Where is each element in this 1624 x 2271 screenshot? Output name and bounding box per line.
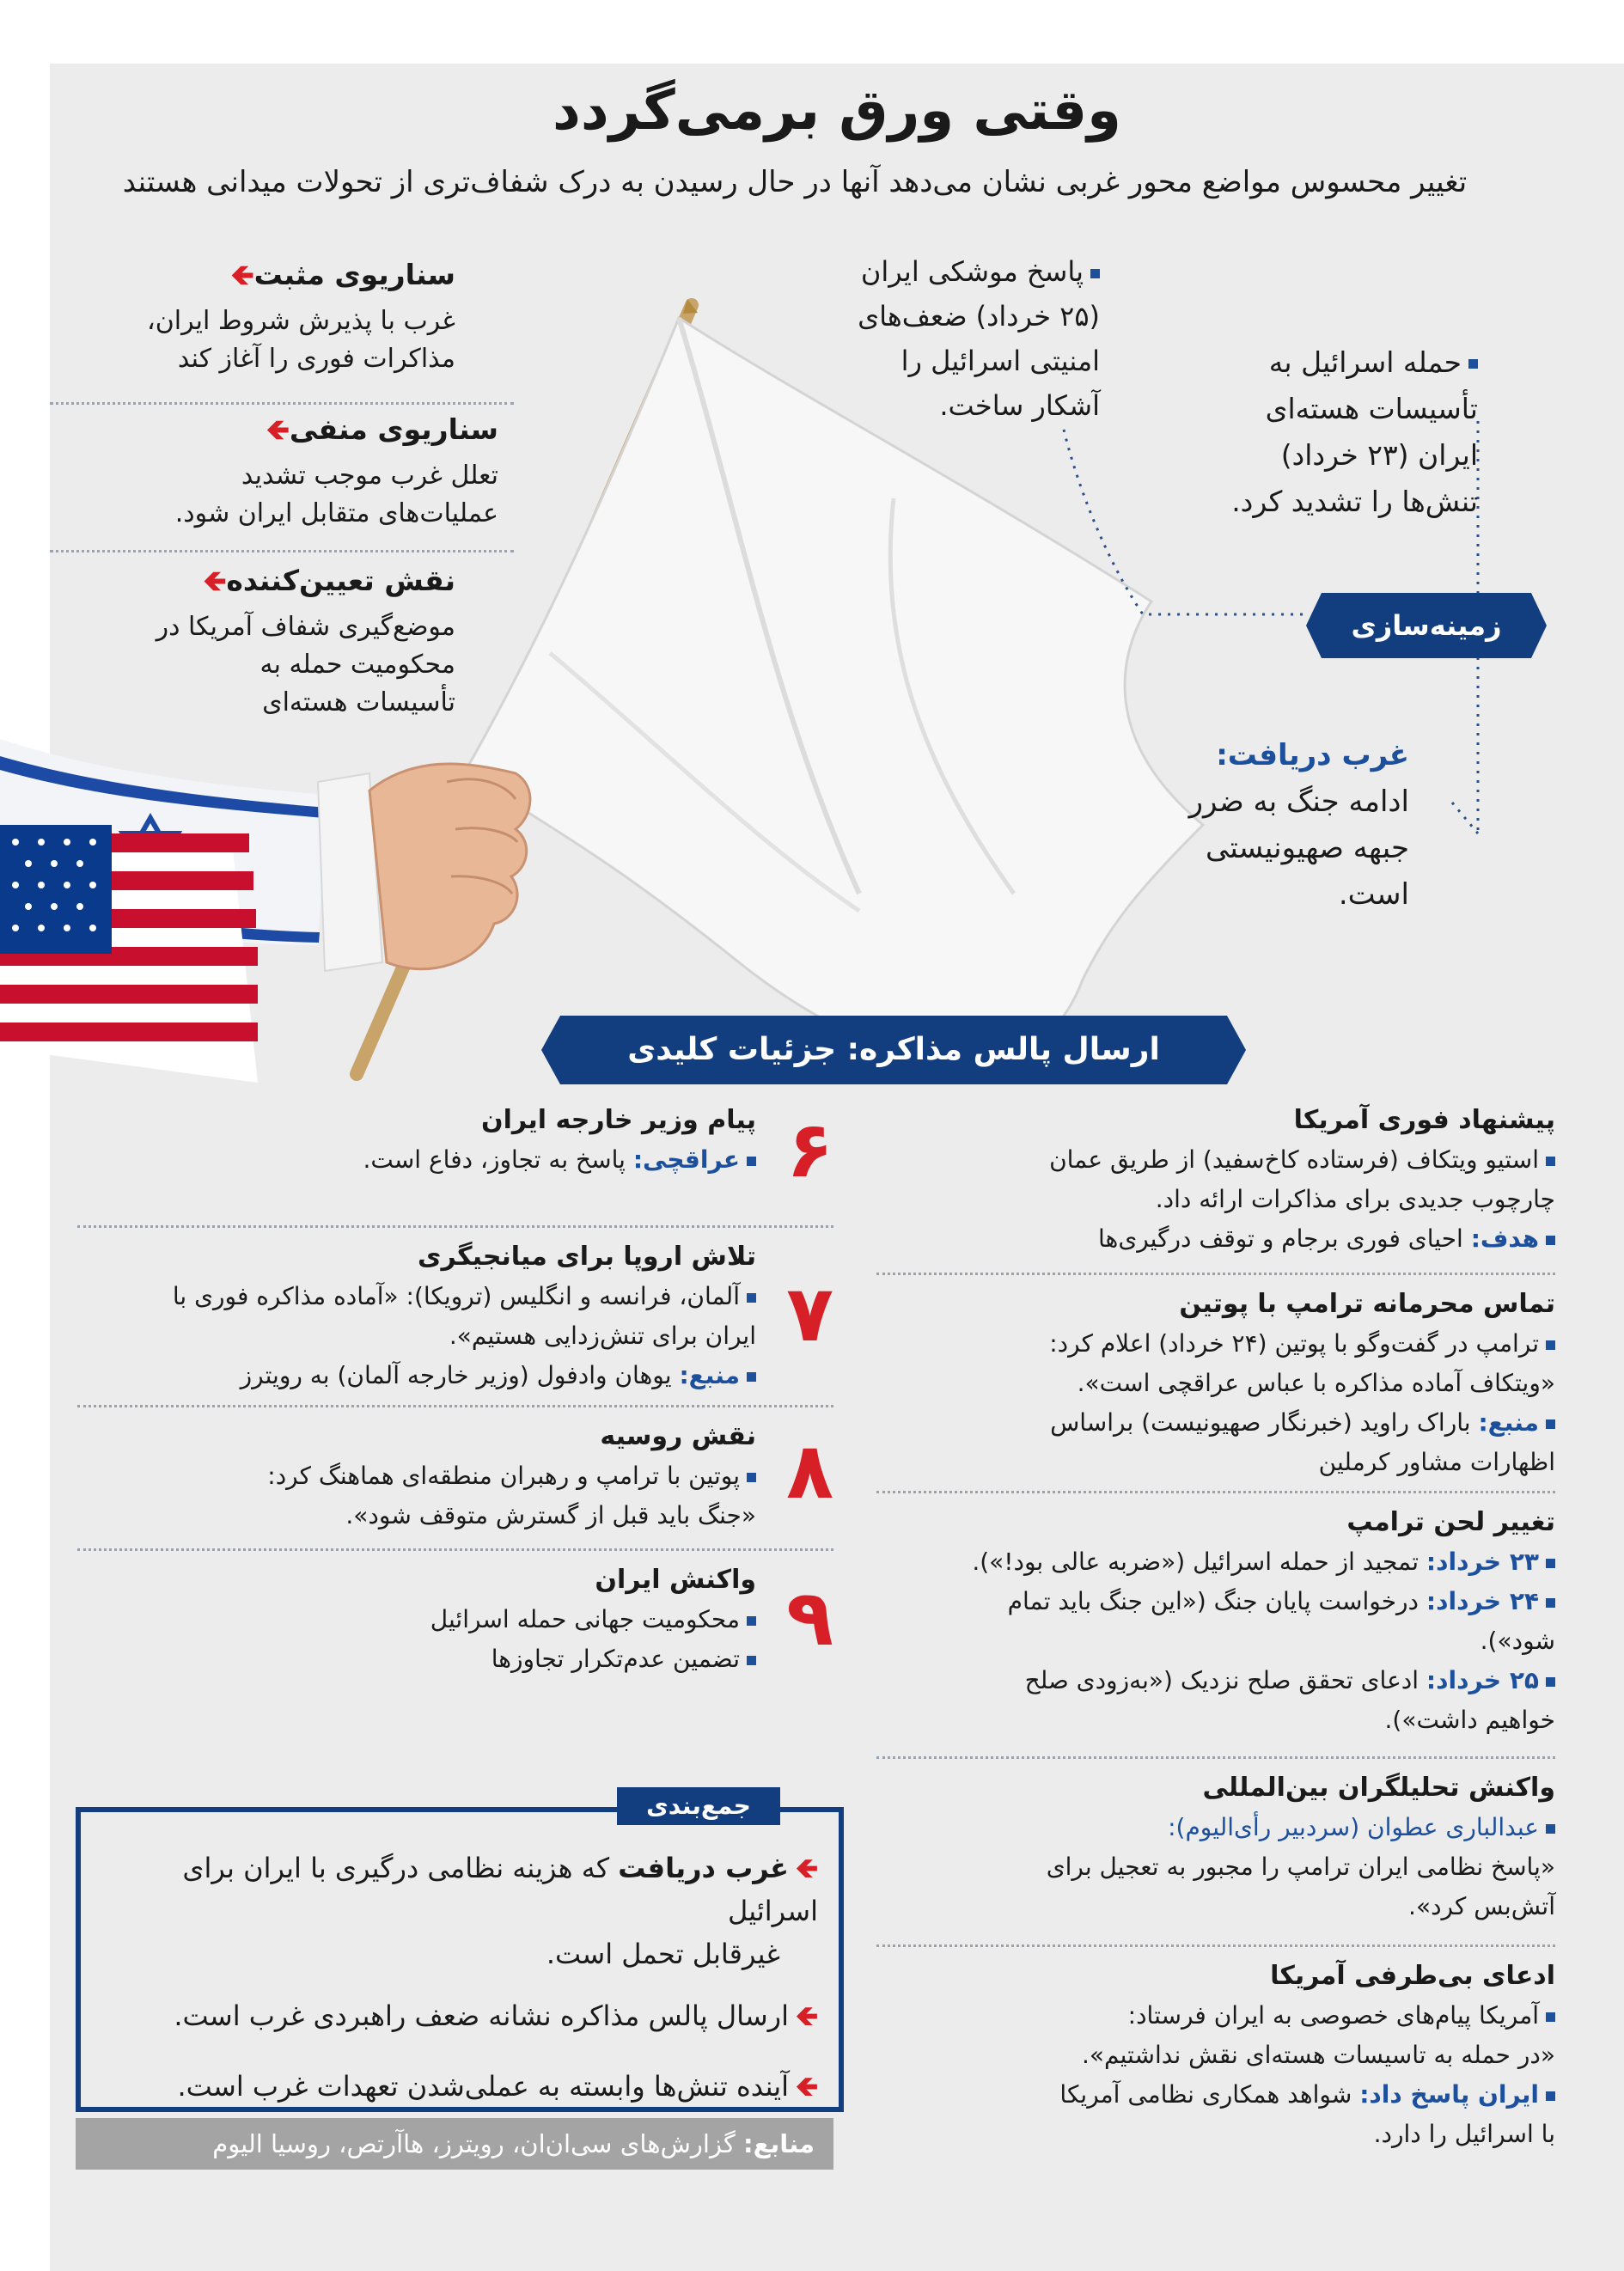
section-line: احیای فوری برجام و توقف درگیری‌ها [1098, 1224, 1471, 1253]
blue-square-bullet-icon [1546, 1157, 1555, 1166]
section-line: پوتین با ترامپ و رهبران منطقه‌ای هماهنگ کرد: [267, 1462, 740, 1490]
section-item [876, 1105, 1555, 1273]
section-heading: پیام وزیر خارجه ایران [480, 1105, 756, 1135]
attack-note [1134, 339, 1478, 525]
section-line: اظهارات مشاور کرملین [1318, 1448, 1555, 1476]
numbered-item [77, 1421, 833, 1548]
section-line: ایران برای تنش‌زدایی هستیم». [449, 1322, 756, 1350]
summary-line: غیرقابل تحمل است. [546, 1938, 780, 1970]
section-line: باراک راوید (خبرنگار صهیونیست) براساس [1050, 1408, 1479, 1437]
divider [77, 1548, 833, 1551]
note-line: (۲۵ خرداد) ضعف‌های [858, 300, 1100, 333]
section-line: خواهیم داشت»). [1384, 1706, 1555, 1734]
scenario-line: موضع‌گیری شفاف آمریکا در [156, 612, 455, 642]
summary-label: جمع‌بندی [617, 1787, 780, 1825]
item-number: ۷ [786, 1269, 833, 1359]
blue-square-bullet-icon [1546, 1559, 1555, 1568]
item-number: ۸ [786, 1426, 833, 1517]
west-realized-note [1151, 732, 1409, 918]
section-line: شواهد همکاری نظامی آمریکا [1059, 2080, 1360, 2109]
section-line: چارچوب جدیدی برای مذاکرات ارائه داد. [1155, 1185, 1555, 1213]
section-line: «در حمله به تاسیسات هسته‌ای نقش نداشتیم». [1081, 2041, 1555, 2069]
red-arrow-icon: 🡸 [230, 258, 254, 291]
blue-square-bullet-icon [747, 1656, 756, 1665]
scenario-line: محکومیت حمله به [259, 650, 455, 680]
line-label: عراقچی: [632, 1145, 740, 1174]
sources-label: منابع: [743, 2129, 815, 2158]
section-line: درخواست پایان جنگ («این جنگ باید تمام [1007, 1587, 1426, 1615]
groundwork-label: زمینه‌سازی [1351, 609, 1502, 642]
blue-square-bullet-icon [1546, 2012, 1555, 2022]
divider [876, 1491, 1555, 1493]
scenario-line: تعلل غرب موجب تشدید [241, 461, 498, 491]
divider [876, 1944, 1555, 1947]
blue-square-bullet-icon [1546, 1340, 1555, 1350]
numbered-item [77, 1565, 833, 1694]
blue-square-bullet-icon [747, 1293, 756, 1303]
summary-line: که هزینه نظامی درگیری با ایران برای اسرائیل [182, 1852, 818, 1927]
section-heading: واکنش تحلیلگران بین‌المللی [1202, 1773, 1555, 1803]
scenario-line: عملیات‌های متقابل ایران شود. [174, 498, 498, 528]
summary-line: ارسال پالس مذاکره نشانه ضعف راهبردی غرب است. [174, 1999, 790, 2032]
numbered-item [77, 1105, 833, 1225]
section-line: محکومیت جهانی حمله اسرائیل [430, 1605, 740, 1633]
sources-bar [76, 2118, 833, 2170]
section-heading: تماس محرمانه ترامپ با پوتین [1179, 1289, 1555, 1319]
red-arrow-icon: 🡸 [796, 1999, 818, 2032]
section-line: ادعای تحقق صلح نزدیک («به‌زودی صلح [1024, 1666, 1426, 1694]
item-number: ۶ [786, 1105, 833, 1195]
note-line: پاسخ موشکی ایران [860, 255, 1084, 288]
blue-square-bullet-icon [747, 1616, 756, 1626]
line-label: منبع: [1478, 1408, 1539, 1437]
scenario-heading: سناریوی منفی [289, 412, 498, 446]
note-heading: غرب دریافت: [1216, 738, 1409, 772]
summary-box [76, 1807, 844, 2112]
summary-bold: غرب دریافت [618, 1852, 790, 1884]
blue-square-bullet-icon [747, 1372, 756, 1382]
line-label: عبدالباری عطوان (سردبیر رأی‌الیوم): [1168, 1813, 1539, 1841]
blue-square-bullet-icon [1546, 1824, 1555, 1834]
left-column [77, 1105, 833, 1694]
scenario-line: غرب با پذیرش شروط ایران، [147, 306, 455, 336]
section-line: تضمین عدم‌تکرار تجاوزها [491, 1645, 740, 1673]
note-line: حمله اسرائیل به [1268, 345, 1462, 379]
section-line: پاسخ به تجاوز، دفاع است. [363, 1145, 633, 1174]
divider [876, 1756, 1555, 1759]
red-arrow-icon: 🡸 [266, 412, 290, 446]
page-title: وقتی ورق برمی‌گردد [553, 79, 1121, 143]
blue-square-bullet-icon [1546, 2091, 1555, 2101]
summary-line: آینده تنش‌ها وابسته به عملی‌شدن تعهدات غرب است. [177, 2070, 790, 2103]
missile-response-note [799, 249, 1100, 428]
blue-square-bullet-icon [1090, 269, 1100, 278]
item-number: ۹ [786, 1573, 833, 1664]
scenario-heading: نقش تعیین‌کننده [226, 564, 455, 597]
section-item [876, 1507, 1555, 1756]
section-item [876, 1773, 1555, 1944]
section-line: استیو ویتکاف (فرستاده کاخ‌سفید) از طریق عمان [1049, 1145, 1539, 1174]
divider [77, 1405, 833, 1407]
section-heading: نقش روسیه [600, 1421, 756, 1451]
summary-list [105, 1847, 818, 2108]
scenario-line: مذاکرات فوری را آغاز کند [177, 344, 455, 374]
line-label: هدف: [1470, 1224, 1539, 1253]
section-line: آتش‌بس کرد». [1408, 1892, 1555, 1920]
right-column [876, 1105, 1555, 2154]
section-line: تمجید از حمله اسرائیل («ضربه عالی بود!»). [972, 1548, 1426, 1576]
note-line: تنش‌ها را تشدید کرد. [1231, 485, 1478, 518]
page-subtitle: تغییر محسوس مواضع محور غربی نشان می‌دهد آنها در حال رسیدن به درک شفاف‌تری از تحولات میدانی هستند [122, 165, 1468, 199]
section-line: یوهان وادفول (وزیر خارجه آلمان) به رویترز [240, 1361, 680, 1389]
line-label: منبع: [679, 1361, 740, 1389]
note-line: آشکار ساخت. [939, 389, 1100, 422]
section-line: آمریکا پیام‌های خصوصی به ایران فرستاد: [1127, 2001, 1539, 2030]
sources-text: گزارش‌های سی‌ان‌ان، رویترز، هاآرتص، روسیا الیوم [212, 2129, 744, 2158]
section-line: «جنگ باید قبل از گسترش متوقف شود». [345, 1501, 756, 1529]
red-arrow-icon: 🡸 [796, 1852, 818, 1884]
section-line: با اسرائیل را دارد. [1373, 2120, 1555, 2148]
divider [876, 1273, 1555, 1275]
section-line: «ویتکاف آماده مذاکره با عباس عراقچی است». [1077, 1369, 1555, 1397]
numbered-item [77, 1242, 833, 1405]
line-label: ایران پاسخ داد: [1359, 2080, 1539, 2109]
blue-square-bullet-icon [1546, 1677, 1555, 1687]
red-arrow-icon: 🡸 [203, 564, 227, 597]
blue-square-bullet-icon [1546, 1236, 1555, 1245]
scenario-heading: سناریوی مثبت [253, 258, 455, 291]
red-arrow-icon: 🡸 [796, 2070, 818, 2103]
section-heading: واکنش ایران [595, 1565, 756, 1595]
blue-square-bullet-icon [1546, 1419, 1555, 1429]
section-heading: پیشنهاد فوری آمریکا [1293, 1105, 1555, 1135]
section-line: شود»). [1480, 1627, 1555, 1655]
divider [77, 1225, 833, 1228]
note-line: است. [1338, 877, 1409, 912]
section-banner-title: ارسال پالس مذاکره: جزئیات کلیدی [627, 1032, 1160, 1067]
blue-square-bullet-icon [747, 1157, 756, 1166]
section-heading: تغییر لحن ترامپ [1346, 1507, 1555, 1537]
note-line: امنیتی اسرائیل را [901, 345, 1100, 377]
section-heading: تلاش اروپا برای میانجیگری [417, 1242, 756, 1272]
blue-square-bullet-icon [1546, 1598, 1555, 1608]
section-line: «پاسخ نظامی ایران ترامپ را مجبور به تعجیل برای [1046, 1853, 1555, 1881]
section-heading: ادعای بی‌طرفی آمریکا [1270, 1961, 1555, 1991]
blue-square-bullet-icon [1468, 359, 1478, 369]
section-item [876, 1961, 1555, 2154]
note-line: ادامه جنگ به ضرر [1188, 784, 1409, 819]
section-line: آلمان، فرانسه و انگلیس (ترویکا): «آماده مذاکره فوری با [172, 1282, 740, 1310]
section-line: ترامپ در گفت‌وگو با پوتین (۲۴ خرداد) اعلام کرد: [1049, 1329, 1539, 1358]
line-label: ۲۴ خرداد: [1426, 1587, 1539, 1615]
note-line: ایران (۲۳ خرداد) [1280, 438, 1478, 472]
note-line: جبهه صهیونیستی [1205, 831, 1409, 865]
note-line: تأسیسات هسته‌ای [1265, 392, 1478, 425]
section-item [876, 1289, 1555, 1491]
scenario-line: تأسیسات هسته‌ای [262, 687, 455, 717]
line-label: ۲۳ خرداد: [1426, 1548, 1539, 1576]
blue-square-bullet-icon [747, 1473, 756, 1482]
line-label: ۲۵ خرداد: [1426, 1666, 1539, 1694]
